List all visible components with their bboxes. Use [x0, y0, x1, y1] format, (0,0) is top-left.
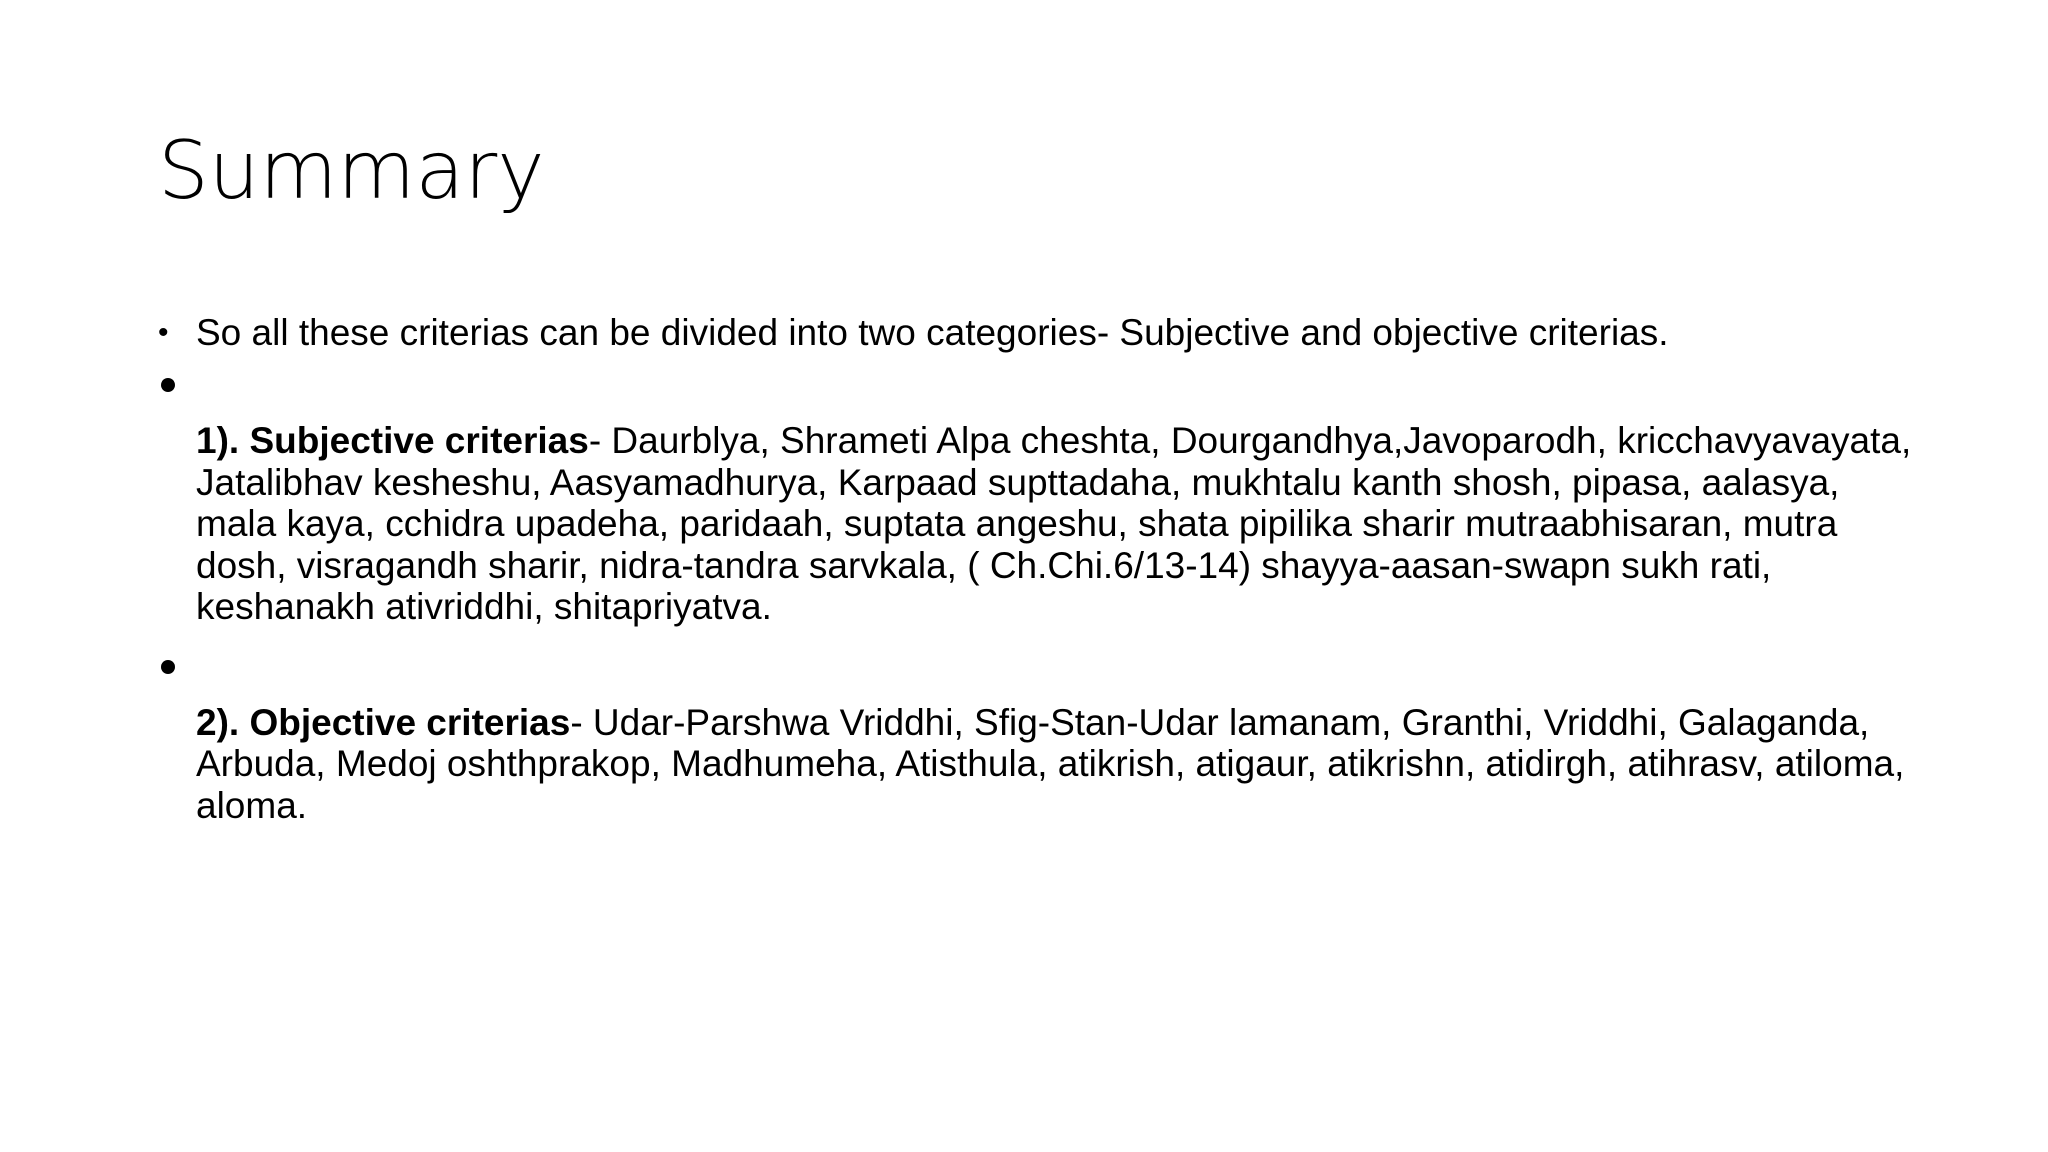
- bullet-item-objective: [158, 646, 1918, 690]
- bullet-icon: •: [158, 316, 169, 349]
- subjective-criteria-text: - Daurblya, Shrameti Alpa cheshta, Dourgandhya,Javoparodh, kricchavyavayata, Jatalibhav kesheshu, Aasyamadhurya, Karpaad supttadaha, mukhtalu kanth shosh, pipasa, aalasya, mala kaya, cchidra upadeha, paridaah, suptata angeshu, shata pipilika sharir mutraabhisaran, mutra dosh, visragandh sharir, nidra-tandra sarvkala, ( Ch.Chi.6/13-14) shayya-aasan-swapn sukh rati, keshanakh ativriddhi, shitapriyatva.: [196, 420, 1912, 627]
- intro-text: So all these criterias can be divided into two categories- Subjective and objective criterias.: [196, 312, 1669, 353]
- bullet-item-intro: [158, 312, 1918, 364]
- subjective-criteria-paragraph: [158, 420, 1918, 628]
- bullet-icon: [161, 378, 175, 392]
- slide-content: [158, 312, 1918, 826]
- bullet-item-subjective: [158, 364, 1918, 408]
- bullet-icon: [161, 660, 175, 674]
- objective-criteria-heading: 2). Objective criterias: [196, 701, 571, 743]
- subjective-criteria-heading: 1). Subjective criterias: [196, 420, 589, 461]
- slide-title: Summary: [158, 124, 545, 217]
- objective-criteria-paragraph: [158, 702, 1918, 827]
- objective-criteria-text: - Udar-Parshwa Vriddhi, Sfig-Stan-Udar lamanam, Granthi, Vriddhi, Galaganda, Arbuda, Medoj oshthprakop, Madhumeha, Atisthula, atikrish, atigaur, atikrishn, atidirgh, atihrasv, atiloma, aloma.: [196, 701, 1905, 826]
